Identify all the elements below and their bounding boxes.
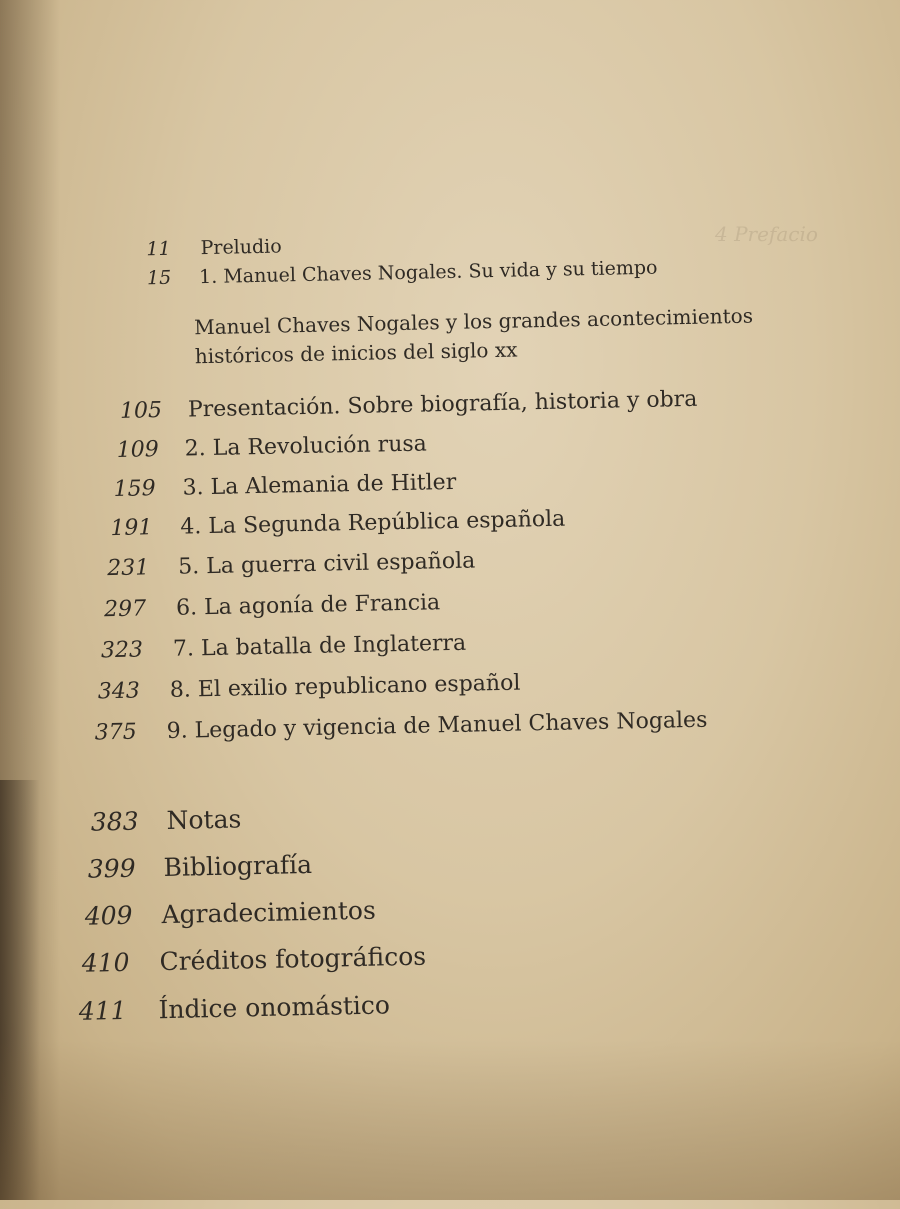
- toc-entry-title: Agradecimientos: [161, 895, 377, 930]
- toc-entry-title: Créditos fotográficos: [159, 941, 427, 977]
- toc-entry-title: 5. La guerra civil española: [177, 548, 476, 580]
- toc-entry-title: 6. La agonía de Francia: [175, 590, 441, 621]
- toc-page-number: 399: [87, 853, 136, 884]
- toc-page-number: 409: [84, 900, 133, 931]
- toc-page-number: 105: [119, 397, 163, 424]
- toc-entry-title: Bibliografía: [163, 849, 313, 883]
- toc-entry-title: 2. La Revolución rusa: [184, 431, 428, 462]
- toc-page-number: 109: [116, 437, 160, 463]
- toc-page-number: 411: [78, 995, 127, 1026]
- toc-page-number: 343: [97, 678, 141, 705]
- toc-entry-title: 4. La Segunda República española: [180, 506, 566, 540]
- section-heading-line-2: históricos de inicios del siglo xx: [194, 337, 518, 369]
- toc-page-number: 410: [81, 947, 130, 978]
- toc-entry-title: Presentación. Sobre biografía, historia y obra: [187, 386, 698, 423]
- bleed-through-text: 4 Prefacio: [715, 222, 818, 246]
- toc-page-number: 297: [103, 596, 147, 623]
- toc-entry-title: 8. El exilio republicano español: [169, 670, 521, 703]
- toc-entry-title: 1. Manuel Chaves Nogales. Su vida y su tiempo: [198, 256, 658, 289]
- toc-entry-title: 7. La batalla de Inglaterra: [172, 630, 467, 662]
- toc-page-number: 323: [100, 637, 144, 664]
- toc-page-number: 191: [110, 515, 153, 542]
- toc-entry-title: Notas: [166, 804, 242, 835]
- toc-page-number: 375: [94, 719, 137, 746]
- section-heading-line-1: Manuel Chaves Nogales y los grandes acontecimientos: [193, 303, 754, 340]
- toc-page-number: 15: [146, 266, 172, 290]
- toc-entry-title: Preludio: [200, 235, 282, 260]
- section-heading: [194, 302, 754, 372]
- toc-page-number: 11: [146, 237, 171, 261]
- toc-entry-title: 9. Legado y vigencia de Manuel Chaves Nogales: [166, 707, 708, 744]
- toc-entry-title: 3. La Alemania de Hitler: [182, 469, 457, 501]
- toc-page-number: 383: [90, 806, 139, 837]
- toc-page-number: 159: [113, 476, 156, 503]
- toc-entry-title: Índice onomástico: [158, 990, 391, 1025]
- toc-page-number: 231: [107, 555, 150, 582]
